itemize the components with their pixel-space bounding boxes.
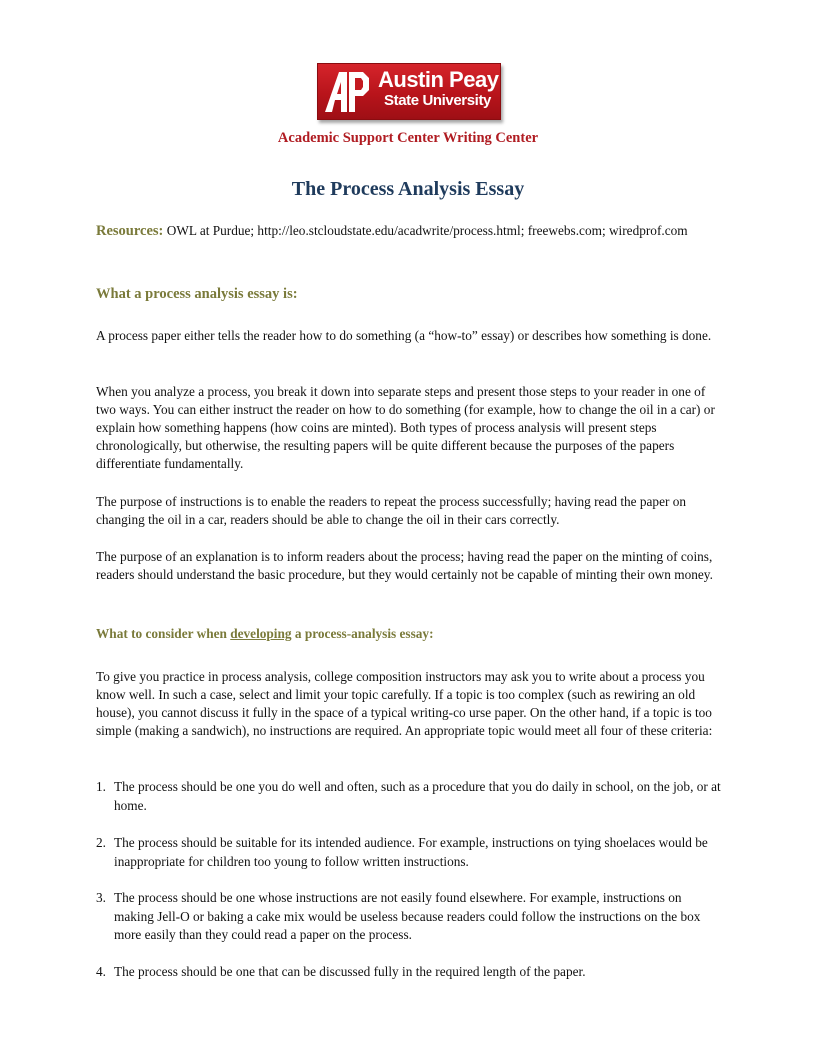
section2-heading-underlined: developing: [230, 626, 292, 641]
list-item-text: The process should be one you do well and often, such as a procedure that you do daily in school, on the job, or at home.: [114, 779, 721, 813]
list-item-text: The process should be one that can be discussed fully in the required length of the paper.: [114, 964, 586, 979]
section2-heading: [96, 626, 434, 642]
section1-paragraph-3: The purpose of instructions is to enable the readers to repeat the process successfully; having read the paper on changing the oil in a car, readers should be able to change the oil in their cars correctly.: [96, 494, 687, 527]
logo-text-line1: Austin Peay: [378, 67, 499, 92]
list-item-number: 4.: [96, 964, 106, 979]
list-item-number: 3.: [96, 890, 106, 905]
list-item-text: The process should be one whose instructions are not easily found elsewhere. For example, instructions on making Jell-O or baking a cake mix would be useless because readers could follow the instructions on the box more easily than they could read a paper on the process.: [114, 890, 701, 942]
section2-heading-pre: What to consider when: [96, 626, 231, 641]
resources-text: OWL at Purdue; http://leo.stcloudstate.edu/acadwrite/process.html; freewebs.com; wiredprof.com: [166, 223, 688, 238]
logo-banner: [317, 63, 501, 120]
section2-heading-post: a process-analysis essay:: [291, 626, 434, 641]
resources-label: Resources:: [96, 223, 164, 239]
center-name: Academic Support Center Writing Center: [277, 130, 539, 146]
section1-paragraph-2: When you analyze a process, you break it down into separate steps and present those steps to your reader in one of two ways. You can either instruct the reader on how to do something (for example, how to change the oil in a car) or explain how something happens (how coins are minted). Both types of process analysis will present steps chronologically, but otherwise, the resulting papers will be quite different because the purposes of the papers differentiate fundamentally.: [96, 384, 715, 471]
resources-paragraph: [96, 222, 722, 240]
page-title: The Process Analysis Essay: [291, 178, 525, 200]
section2-paragraph-1: To give you practice in process analysis, college composition instructors may ask you to write about a process you know well. In such a case, select and limit your topic carefully. If a topic is too complex (such as rewiring an old house), you cannot discuss it fully in the space of a typical writing-co urse paper. On the other hand, if a topic is too simple (making a sandwich), no instructions are required. An appropriate topic would meet all four of these criteria:: [96, 669, 713, 738]
section1-heading: What a process analysis essay is:: [96, 286, 298, 302]
list-item-text: The process should be suitable for its intended audience. For example, instructions on tying shoelaces would be inappropriate for children too young to follow written instructions.: [114, 835, 708, 869]
ap-monogram-icon: [323, 70, 371, 114]
list-item-number: 1.: [96, 779, 106, 794]
list-item-number: 2.: [96, 835, 106, 850]
logo-text-line2: State University: [384, 92, 491, 109]
list-item: [96, 778, 722, 815]
section1-paragraph-1: A process paper either tells the reader how to do something (a “how-to” essay) or describes how something is done.: [96, 328, 712, 343]
section1-paragraph-4: The purpose of an explanation is to inform readers about the process; having read the paper on the minting of coins, readers should understand the basic procedure, but they would certainly not be capable of minting their own money.: [96, 549, 713, 582]
list-item: [96, 889, 722, 945]
university-logo: [317, 63, 501, 120]
list-item: [96, 963, 722, 982]
list-item: [96, 834, 722, 871]
